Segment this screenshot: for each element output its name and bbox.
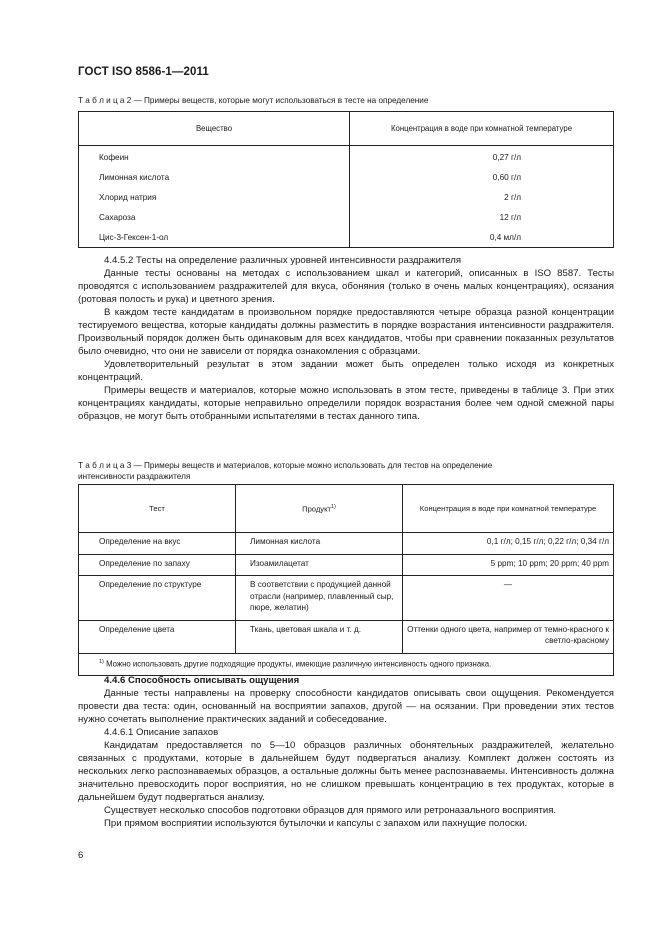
table3-caption-line1: Т а б л и ц а 3 — Примеры веществ и материалов, которые можно использовать для тестов на определение xyxy=(78,461,493,470)
table3-cell-concentration: 5 ppm; 10 ppm; 20 ppm; 40 ppm xyxy=(403,554,614,576)
table-row xyxy=(79,167,614,187)
table3-header-product-label: Продукт xyxy=(302,504,331,514)
table3-cell-test: Определение по запаху xyxy=(79,554,236,576)
table3 xyxy=(78,484,614,676)
table2-cell-substance: Цис-3-Гексен-1-ол xyxy=(79,227,350,248)
paragraph: Кандидатам предоставляется по 5—10 образцов различных обонятельных раздражителей, желательно связанных с продуктами, которые в дальнейшем будут подвергаться анализу. Комплект должен состоять из нескольких легко распознаваемых образцов, а остальные должны быть менее распознаваемы. Интенсивность должна значительно превосходить порог восприятия, но не слишком превышать концентрацию в тех продуктах, которые в дальнейшем будут подвергаться анализу. xyxy=(78,740,614,803)
paragraph: Существует несколько способов подготовки образцов для прямого или ретроназального восприятия. xyxy=(104,805,557,816)
table2-cell-substance: Кофеин xyxy=(79,146,350,168)
table2-cell-value: 0,60 г/л xyxy=(350,167,614,187)
page-number: 6 xyxy=(78,850,84,861)
table-row xyxy=(79,207,614,227)
table2-header-substance: Вещество xyxy=(79,112,350,146)
table3-cell-concentration: 0,1 г/л; 0,15 г/л; 0,22 г/л; 0,34 г/л xyxy=(403,533,614,555)
table3-caption-line2: интенсивности раздражителя xyxy=(78,471,191,481)
table3-cell-test: Определение на вкус xyxy=(79,533,236,555)
table3-caption xyxy=(78,461,614,482)
table2-cell-value: 12 г/л xyxy=(350,207,614,227)
paragraph: Данные тесты основаны на методах с использованием шкал и категорий, описанных в ISO 8587. Тесты проводятся с использованием раздражителей для вкуса, обоняния (только в очень малых концентрациях), осязания (ротовая полость и рука) и цветного зрения. xyxy=(78,268,614,305)
section-446-title: 4.4.6 Способность описывать ощущения xyxy=(104,675,300,686)
table-row xyxy=(79,227,614,248)
footnote-marker: 1) xyxy=(330,504,336,511)
table3-cell-test: Определение цвета xyxy=(79,620,236,653)
table-row xyxy=(79,146,614,168)
section-446 xyxy=(78,674,614,830)
table-footnote-row xyxy=(79,653,614,675)
table-row xyxy=(79,576,614,621)
table-row xyxy=(79,554,614,576)
table3-cell-concentration: Оттенки одного цвета, например от темно-красного к светло-красному xyxy=(403,620,614,653)
table-row xyxy=(79,620,614,653)
table3-cell-product: Ткань, цветовая шкала и т. д. xyxy=(236,620,403,653)
document-header: ГОСТ ISO 8586-1—2011 xyxy=(78,66,209,78)
table3-cell-product: Изоамилацетат xyxy=(236,554,403,576)
table-row xyxy=(79,533,614,555)
table3-footnote-text: Можно использовать другие подходящие продукты, имеющие различную интенсивность одного признака. xyxy=(106,659,492,669)
section-4452-title: 4.4.5.2 Тесты на определение различных уровней интенсивности раздражителя xyxy=(104,255,462,266)
table3-cell-product: В соответствии с продукцией данной отрасли (например, плавленный сыр, пюре, желатин) xyxy=(236,576,403,621)
paragraph: Примеры веществ и материалов, которые можно использовать в этом тесте, приведены в таблице 3. При этих концентрациях кандидаты, которые неправильно определили порядок возрастания более чем одной смежной пары образцов, не могут быть отобранными испытателями в тестах данного типа. xyxy=(78,385,614,422)
table3-cell-test: Определение по структуре xyxy=(79,576,236,621)
section-4452 xyxy=(78,254,614,423)
table-row xyxy=(79,187,614,207)
table3-cell-product: Лимонная кислота xyxy=(236,533,403,555)
paragraph: При прямом восприятии используются бутылочки и капсулы с запахом или пахнущие полоски. xyxy=(104,818,528,829)
table2 xyxy=(78,111,614,248)
paragraph: Данные тесты направлены на проверку способности кандидатов описывать свои ощущения. Рекомендуется провести два теста: один, основанный на восприятии запахов, другой — на осязании. При проведении этих тестов нужно сочетать выполнение практических заданий и собеседование. xyxy=(78,688,614,725)
table3-cell-concentration: — xyxy=(403,576,614,621)
table2-cell-substance: Сахароза xyxy=(79,207,350,227)
paragraph: В каждом тесте кандидатам в произвольном порядке предоставляются четыре образца разной концентрации тестируемого вещества, которые кандидаты должны разместить в порядке возрастания интенсивности раздражителя. Произвольный порядок должен быть одинаковым для всех кандидатов, чтобы при сравнении показанных результатов было очевидно, что они не зависели от порядка ознакомления с образцами. xyxy=(78,307,614,357)
table2-cell-value: 0,4 мл/л xyxy=(350,227,614,248)
table2-cell-substance: Хлорид натрия xyxy=(79,187,350,207)
table3-header-test: Тест xyxy=(79,485,236,533)
table2-cell-substance: Лимонная кислота xyxy=(79,167,350,187)
section-4461-title: 4.4.6.1 Описание запахов xyxy=(104,727,219,738)
table3-footnote xyxy=(79,653,614,675)
paragraph: Удовлетворительный результат в этом задании может быть определен только исходя из конкретных концентраций. xyxy=(78,359,614,383)
table3-header-concentration: Концентрация в воде при комнатной температуре xyxy=(403,485,614,533)
table2-cell-value: 2 г/л xyxy=(350,187,614,207)
table2-cell-value: 0,27 г/л xyxy=(350,146,614,168)
table2-caption: Т а б л и ц а 2 — Примеры веществ, которые могут использоваться в тесте на определение xyxy=(78,96,429,105)
footnote-marker: 1) xyxy=(99,658,104,665)
table2-header-concentration: Концентрация в воде при комнатной температуре xyxy=(350,112,614,146)
table3-header-product xyxy=(236,485,403,533)
